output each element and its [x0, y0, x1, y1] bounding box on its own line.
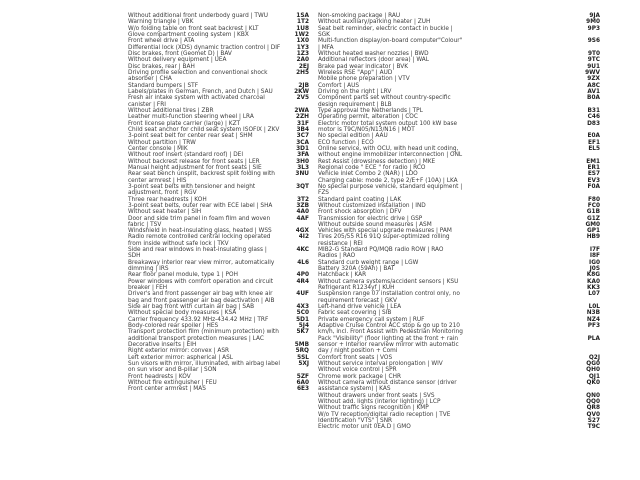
equipment-row: [128, 171, 309, 184]
equipment-code: HB9: [586, 234, 600, 241]
equipment-description: Multi-function display/on-board computer"Colour" | MFA: [318, 38, 463, 51]
equipment-row: [128, 361, 309, 374]
equipment-code: QH0: [586, 367, 600, 374]
equipment-description: Rest Assist (drowsiness detection) | MKE: [318, 158, 436, 165]
equipment-code: I7F: [589, 247, 600, 254]
equipment-description: Left-hand drive vehicle | LEA: [318, 304, 402, 311]
equipment-code: 2KW: [294, 88, 309, 95]
equipment-code: 5ZF: [296, 373, 309, 380]
equipment-description: Online service, with OCU, with head unit coding, without engine immobilizer interconnection | ONL: [318, 145, 463, 159]
equipment-description: Front center armrest | MAS: [128, 386, 206, 393]
equipment-row: [128, 291, 309, 304]
equipment-code: L0L: [588, 304, 600, 311]
equipment-code: IG0: [589, 259, 600, 266]
equipment-code: G1Z: [587, 215, 600, 222]
equipment-description: Without traffic signs recognition | KMP: [318, 405, 429, 412]
equipment-code: 9ZX: [587, 76, 600, 83]
equipment-code: 1U8: [296, 25, 309, 32]
equipment-description: Standard bumpers | STF: [128, 82, 199, 89]
equipment-code: 4L6: [297, 259, 309, 266]
equipment-description: Front headrests | KOV: [128, 373, 191, 380]
equipment-code: 6E3: [296, 386, 309, 393]
equipment-code: G1B: [586, 209, 600, 216]
equipment-description: Manual height adjustment for front seats | SIE: [128, 164, 262, 171]
equipment-code: 4P0: [296, 272, 309, 279]
equipment-description: Without service interval prolongation | WIV: [318, 361, 443, 368]
equipment-code: 4AF: [296, 215, 309, 222]
equipment-code: PLA: [587, 335, 600, 342]
equipment-description: Right exterior mirror: convex | ASR: [128, 348, 230, 355]
equipment-row: [128, 70, 309, 83]
equipment-code: 4UF: [296, 291, 309, 298]
equipment-code: 9TC: [587, 57, 600, 64]
equipment-code: 2JB: [298, 82, 309, 89]
equipment-description: Fabric seat covering | SIB: [318, 310, 392, 317]
equipment-code: 1T2: [296, 19, 309, 26]
equipment-code: ER1: [587, 164, 600, 171]
equipment-description: Child seat anchor for child seat system ISOFIX | ZKV: [128, 126, 280, 133]
equipment-description: Body-colored rear spoiler | HES: [128, 323, 219, 330]
equipment-description: Front shock absorption | DFV: [318, 209, 402, 216]
equipment-code: 3ZB: [296, 202, 309, 209]
equipment-description: Labels/plates in German, French, and Dutch | SAU: [128, 88, 273, 95]
equipment-code: 5K7: [296, 329, 309, 336]
equipment-description: Sun visors with mirror, illuminated, with airbag label on sun visor and B-pillar | SON: [128, 361, 280, 374]
equipment-row: [128, 386, 309, 392]
equipment-description: Radios | RAO: [318, 253, 356, 260]
equipment-description: Without camera systems/accident sensors | KSU: [318, 278, 459, 285]
equipment-description: Driver's and front passenger air bag with knee air bag and front passenger air bag deactivation | AIB: [128, 291, 275, 304]
equipment-code: A8C: [587, 82, 600, 89]
equipment-description: Chrome work package | CHR: [318, 373, 401, 380]
equipment-row: [128, 247, 309, 260]
equipment-code: 5J4: [298, 323, 309, 330]
equipment-code: NZ4: [586, 316, 600, 323]
equipment-description: Without fire extinguisher | FEU: [128, 380, 217, 387]
equipment-code: QQ0: [586, 399, 600, 406]
equipment-description: Without drawers under front seats | SVS: [318, 392, 435, 399]
equipment-description: 3-point seat belts, outer rear with ECE label | SHA: [128, 202, 273, 209]
equipment-row: [318, 146, 600, 159]
equipment-description: Rear floor panel module, type 1 | POH: [128, 272, 238, 279]
equipment-description: ECO function | ECO: [318, 139, 374, 146]
equipment-description: Charging cable: mode 2, type 2/E+F (10A) | LKA: [318, 177, 458, 184]
equipment-code: QN0: [586, 392, 600, 399]
equipment-row: [318, 121, 600, 134]
equipment-description: Front license plate carrier (large) | KZT: [128, 120, 241, 127]
equipment-description: Additional reflectors (door area) | WAL: [318, 57, 429, 64]
equipment-row: [128, 184, 309, 197]
equipment-description: Pack "Visibility" (floor lighting at the front + rain sensor + Interior rearview mirror with automatic day / night position + Comi: [318, 335, 459, 355]
equipment-row: [128, 216, 309, 229]
equipment-code: 4R4: [296, 278, 309, 285]
equipment-description: Identification "VTS" | SNR: [318, 418, 393, 424]
equipment-code: 9S6: [587, 38, 600, 45]
equipment-description: Disc brakes, rear | BAH: [128, 63, 195, 70]
equipment-row: [318, 234, 600, 247]
equipment-code: 9U1: [587, 63, 600, 70]
equipment-description: Standard paint coating | LAK: [318, 196, 402, 203]
equipment-code: QG0: [586, 361, 600, 368]
equipment-code: 5C0: [296, 310, 309, 317]
equipment-code: QK0: [586, 380, 600, 387]
equipment-code: AV1: [587, 88, 600, 95]
equipment-code: GP1: [586, 228, 600, 235]
equipment-row: [318, 184, 600, 197]
equipment-code: QR8: [586, 405, 600, 412]
equipment-code: EV3: [587, 177, 600, 184]
equipment-code: E0A: [587, 133, 600, 140]
equipment-code: F0A: [587, 183, 600, 190]
equipment-code: EL5: [588, 145, 600, 152]
equipment-description: Operating permit, alteration | COC: [318, 114, 418, 121]
equipment-description: Without outside sound measures | ASM: [318, 221, 432, 228]
equipment-code: 3CA: [296, 139, 309, 146]
equipment-code: 3L3: [297, 164, 309, 171]
equipment-code: 3QT: [296, 183, 309, 190]
equipment-description: Fresh air intake system with activated charcoal canister | FRI: [128, 95, 265, 108]
equipment-description: Seat belt reminder, electric contact in buckle | SGK: [318, 25, 453, 38]
equipment-code: B31: [587, 107, 600, 114]
equipment-code: C46: [587, 114, 600, 121]
equipment-code: 5XJ: [298, 361, 309, 368]
equipment-description: Rear seat bench unsplit, backrest split folding with center armrest | HIS: [128, 171, 275, 184]
equipment-code: 5MB: [294, 342, 309, 349]
equipment-description: Without additional tires | ZBR: [128, 107, 214, 114]
equipment-description: Without roof insert (standard roof) | DEI: [128, 152, 244, 159]
equipment-row: [318, 336, 600, 355]
equipment-description: Vehicle inlet Combo 2 (NAR) | LDO: [318, 171, 418, 178]
equipment-description: W/o folding table on front seat backrest | KLT: [128, 25, 259, 32]
equipment-description: Warning triangle | VBK: [128, 19, 194, 26]
equipment-row: [318, 424, 600, 430]
equipment-row: [128, 329, 309, 342]
equipment-code: I8F: [589, 253, 600, 260]
equipment-description: Without delivery equipment | UEA: [128, 57, 227, 64]
equipment-code: 5SL: [297, 354, 309, 361]
equipment-code: FC0: [587, 202, 600, 209]
equipment-row: [318, 380, 600, 393]
equipment-description: Without add. lights (interior lighting) | LCP: [318, 399, 441, 406]
equipment-description: Vehicles with special upgrade measures | PAM: [318, 228, 452, 235]
equipment-description: Without partition | TRW: [128, 139, 196, 146]
equipment-code: 2EJ: [298, 63, 309, 70]
equipment-description: Refrigerant R1234yf | KUH: [318, 285, 395, 292]
equipment-description: Side and rear windows in heat-insulating glass | SDH: [128, 247, 267, 260]
equipment-description: Brake pad wear indicator | BVK: [318, 63, 409, 70]
equipment-code: 1Z3: [296, 50, 309, 57]
equipment-description: Windshield in heat-insulating glass, heated | WSS: [128, 228, 272, 235]
equipment-code: 4X3: [296, 304, 309, 311]
equipment-column-left: [128, 13, 309, 393]
equipment-code: Q2J: [588, 354, 600, 361]
equipment-description: Without camera without distance sensor (driver assistance system) | KAS: [318, 380, 457, 393]
equipment-description: Without auxiliary/parking heater | ZUH: [318, 19, 431, 26]
equipment-description: Electric motor total system output 100 kW base motor is T9C/N05/N13/N16 | MOT: [318, 120, 458, 133]
equipment-code: 4A0: [296, 209, 309, 216]
equipment-description: Non-smoking package | RAU: [318, 13, 401, 19]
equipment-code: 5D1: [296, 316, 309, 323]
equipment-code: 3B4: [296, 126, 309, 133]
equipment-row: [128, 279, 309, 292]
equipment-description: Component parts set without country-specific design requirement | BLB: [318, 95, 451, 108]
equipment-description: No special purpose vehicle, standard equipment | FZS: [318, 183, 463, 197]
equipment-description: Glove compartment cooling system | KBX: [128, 31, 249, 38]
equipment-row: [128, 95, 309, 108]
equipment-description: Electric motor unit 0EA.D | GMO: [318, 424, 411, 431]
equipment-description: Driving on the right | LRV: [318, 88, 392, 95]
equipment-code: 6A0: [296, 380, 309, 387]
equipment-description: Transmission for electric drive | GSP: [318, 215, 423, 222]
equipment-code: 9T0: [587, 50, 600, 57]
equipment-description: Adaptive Cruise Control ACC stop & go up to 210 km/h, incl. Front Assist with Pedestrian Monitoring: [318, 323, 463, 336]
equipment-code: 5RQ: [295, 348, 309, 355]
equipment-description: MIB2-G Standard PQ/MQB radio ROW | RAO: [318, 247, 444, 254]
equipment-description: Three rear headrests | KOH: [128, 196, 207, 203]
equipment-code: 2WA: [294, 107, 309, 114]
equipment-code: 1Y3: [296, 44, 309, 51]
equipment-code: 2A0: [296, 57, 309, 64]
equipment-code: 3NU: [295, 171, 309, 178]
equipment-description: No special edition | AAU: [318, 133, 388, 140]
equipment-code: PF3: [587, 323, 600, 330]
equipment-code: 3D1: [296, 145, 309, 152]
equipment-code: 4I2: [298, 234, 309, 241]
equipment-code: QJ1: [588, 373, 600, 380]
equipment-description: Tires 205/55 R16 91Q super-optimized rolling resistance | REI: [318, 234, 450, 247]
equipment-code: KA0: [586, 278, 600, 285]
equipment-description: Without additional front underbody guard | TWU: [128, 13, 268, 19]
equipment-description: 3-point seat belt for center rear seat | SHM: [128, 133, 253, 140]
equipment-code: 3C7: [296, 133, 309, 140]
equipment-code: 9P3: [587, 25, 600, 32]
equipment-description: Radio remote controlled central locking operated from inside without safe lock | TKV: [128, 234, 271, 247]
equipment-description: Without customized installation | IND: [318, 202, 426, 209]
equipment-code: 1W2: [294, 31, 309, 38]
equipment-description: Private emergency call system | RUF: [318, 316, 425, 323]
equipment-description: Wireless RSE "App" | AUD: [318, 69, 393, 76]
equipment-description: Regional code " ECE " for radio | RCO: [318, 164, 426, 171]
equipment-description: Without backrest release for front seats | LER: [128, 158, 260, 165]
equipment-description: Breakaway interior rear view mirror, automatically dimming | IRS: [128, 259, 275, 273]
equipment-description: Left exterior mirror: aspherical | ASL: [128, 354, 234, 361]
equipment-code: 2ZH: [295, 114, 309, 121]
equipment-code: KK3: [586, 285, 600, 292]
equipment-code: 31F: [296, 120, 309, 127]
equipment-code: ES7: [587, 171, 600, 178]
equipment-description: Carrier frequency 433.92 MHz-434.42 MHz | TRF: [128, 316, 269, 323]
equipment-description: Disc brakes, front (Geomet D) | BAV: [128, 50, 232, 57]
equipment-description: Type approval the Netherlands | TPL: [318, 107, 423, 114]
equipment-row: [318, 38, 600, 51]
equipment-code: 1X0: [296, 38, 309, 45]
equipment-description: Comfort front seats | VOS: [318, 354, 393, 361]
equipment-code: K8G: [586, 272, 600, 279]
equipment-code: QV0: [586, 411, 600, 418]
equipment-description: Battery 320A (59Ah) | BAT: [318, 266, 395, 273]
equipment-description: W/o TV reception/digital radio reception | TVE: [318, 411, 451, 418]
equipment-description: Center console | MIK: [128, 145, 188, 152]
equipment-row: [128, 260, 309, 273]
equipment-description: Door and side trim panel in foam film and woven fabric | TSV: [128, 215, 271, 228]
equipment-description: Mobile phone preparation | VTV: [318, 76, 410, 83]
equipment-description: Standard curb weight range | LGW: [318, 259, 419, 266]
equipment-description: Hatchback | KAR: [318, 272, 367, 279]
equipment-row: [128, 234, 309, 247]
equipment-code: EM1: [586, 158, 600, 165]
equipment-code: 1SA: [296, 13, 309, 19]
equipment-description: Transport protection film (minimum protection) with additional transport protection measures | LAC: [128, 329, 279, 342]
equipment-code: J0S: [589, 266, 600, 273]
equipment-code: 9WV: [585, 69, 600, 76]
equipment-description: 3-point seat belts with tensioner and height adjustment, front | RGV: [128, 183, 256, 197]
equipment-code: 3H0: [296, 158, 309, 165]
equipment-code: 3FA: [297, 152, 309, 159]
equipment-description: Suspension range 07 installation control only, no requirement forecast | GKV: [318, 291, 460, 304]
equipment-row: [318, 291, 600, 304]
equipment-code: EF1: [588, 139, 600, 146]
equipment-code: F80: [587, 196, 600, 203]
equipment-description: Without heated washer nozzles | BWD: [318, 50, 429, 57]
equipment-description: Differential lock (XDS) dynamic traction control | DIF: [128, 44, 281, 51]
equipment-row: [318, 95, 600, 108]
equipment-code: 3T2: [296, 196, 309, 203]
equipment-code: N3B: [586, 310, 600, 317]
equipment-code: GM0: [585, 221, 600, 228]
equipment-code: L07: [588, 291, 600, 298]
equipment-code: 4KC: [296, 247, 309, 254]
equipment-code: 2V5: [296, 95, 309, 102]
equipment-column-right: [318, 13, 600, 431]
equipment-description: Power windows with comfort operation and circuit breaker | FEH: [128, 278, 274, 292]
equipment-code: 4GX: [295, 228, 309, 235]
equipment-description: Front wheel drive | ATA: [128, 38, 195, 45]
equipment-code: T9C: [587, 424, 600, 431]
equipment-description: Comfort | AUS: [318, 82, 360, 89]
equipment-code: 9JA: [589, 13, 600, 19]
equipment-description: Decorative inserts | EIH: [128, 342, 197, 349]
equipment-row: [318, 323, 600, 336]
equipment-description: Without special body measures | KSA: [128, 310, 237, 317]
equipment-description: Side air bag front with curtain air bag | SAB: [128, 304, 255, 311]
equipment-description: Driving profile selection and conventional shock absorber | CHA: [128, 69, 268, 83]
equipment-code: B0A: [587, 95, 600, 102]
equipment-row: [318, 26, 600, 39]
equipment-description: Leather multi-function steering wheel | LRA: [128, 114, 254, 121]
equipment-code: S27: [587, 418, 600, 424]
equipment-code: D83: [587, 120, 600, 127]
equipment-description: Without seat heater | SIH: [128, 209, 202, 216]
equipment-code: 9M0: [586, 19, 600, 26]
equipment-code: 2H5: [296, 69, 309, 76]
equipment-description: Without voice control | SPR: [318, 367, 397, 374]
